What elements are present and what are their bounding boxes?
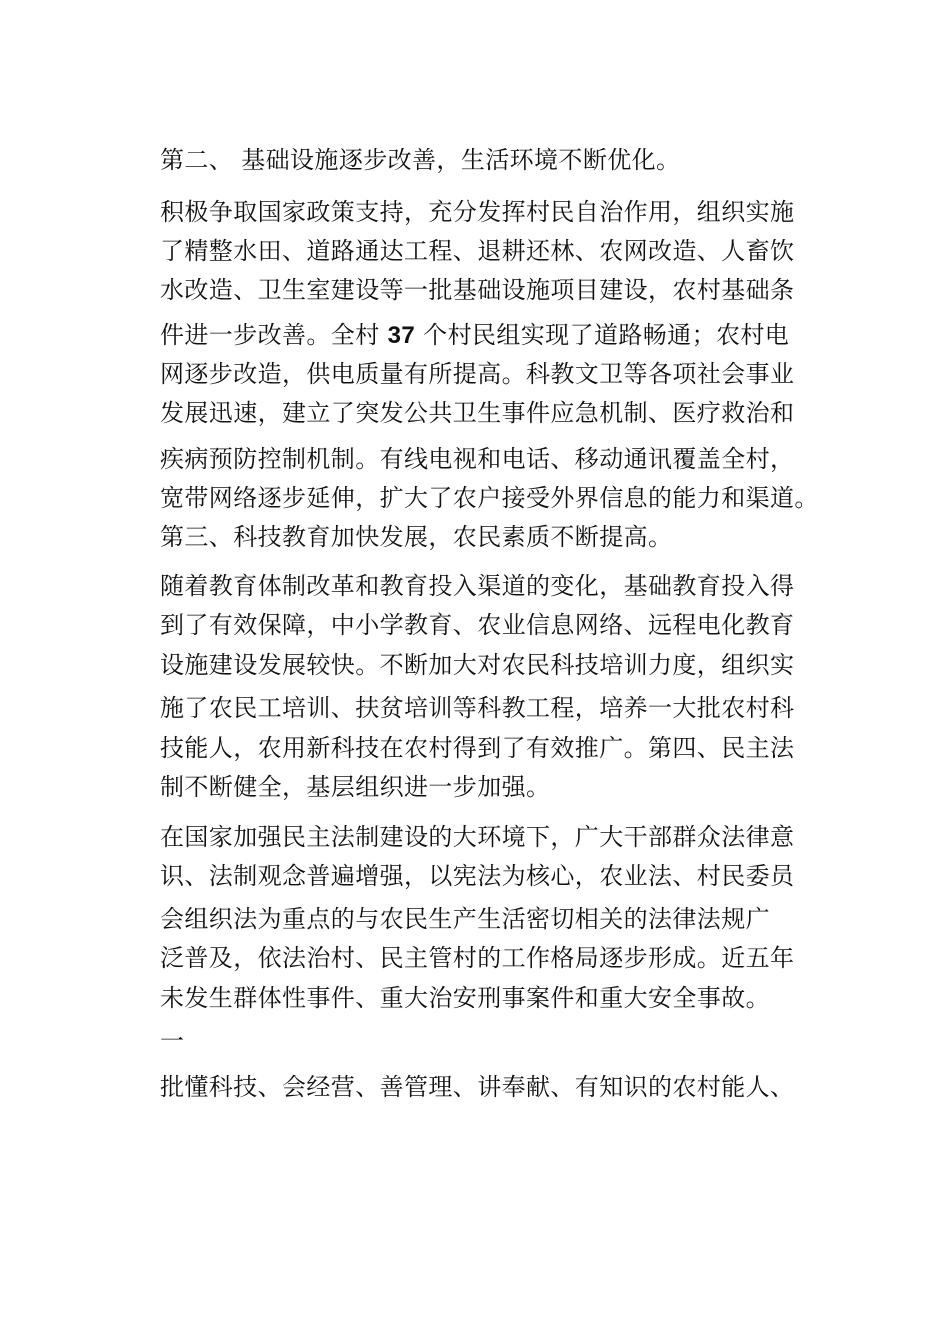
paragraph-line: 会组织法为重点的与农民生产生活密切相关的法律法规广 (160, 905, 770, 933)
paragraph-line: 制不断健全，基层组织进一步加强。 (160, 773, 551, 801)
paragraph-line: 疾病预防控制机制。有线电视和电话、移动通讯覆盖全村， (160, 445, 795, 473)
paragraph-line: 一 (160, 1027, 185, 1055)
paragraph-line: 在国家加强民主法制建设的大环境下，广大干部群众法律意 (160, 823, 795, 851)
paragraph-line: 设施建设发展较快。不断加大对农民科技培训力度，组织实 (160, 651, 795, 679)
heading-section-3: 第三、科技教育加快发展，农民素质不断提高。 (160, 523, 673, 551)
paragraph-line: 批懂科技、会经营、善管理、讲奉献、有知识的农村能人、 (160, 1073, 795, 1101)
number-text: 37 (387, 322, 416, 349)
paragraph-line: 网逐步改造，供电质量有所提高。科教文卫等各项社会事业 (160, 360, 795, 388)
heading-section-2: 第二、 基础设施逐步改善，生活环境不断优化。 (160, 146, 681, 174)
paragraph-line: 到了有效保障，中小学教育、农业信息网络、远程电化教育 (160, 611, 795, 639)
paragraph-line: 宽带网络逐步延伸，扩大了农户接受外界信息的能力和渠道。 (160, 484, 819, 512)
paragraph-line: 水改造、卫生室建设等一批基础设施项目建设，农村基础条 (160, 276, 795, 304)
paragraph-line: 识、法制观念普遍增强，以宪法为核心，农业法、村民委员 (160, 862, 795, 890)
paragraph-line: 施了农民工培训、扶贫培训等科教工程，培养一大批农村科 (160, 694, 795, 722)
paragraph-line: 积极争取国家政策支持，充分发挥村民自治作用，组织实施 (160, 198, 795, 226)
paragraph-line: 技能人，农用新科技在农村得到了有效推广。第四、民主法 (160, 734, 795, 762)
paragraph-line: 发展迅速，建立了突发公共卫生事件应急机制、医疗救治和 (160, 399, 795, 427)
paragraph-line: 未发生群体性事件、重大治安刑事案件和重大安全事故。 (160, 984, 770, 1012)
paragraph-line: 随着教育体制改革和教育投入渠道的变化，基础教育投入得 (160, 572, 795, 600)
paragraph-line: 泛普及，依法治村、民主管村的工作格局逐步形成。近五年 (160, 944, 795, 972)
paragraph-line: 了精整水田、道路通达工程、退耕还林、农网改造、人畜饮 (160, 237, 795, 265)
paragraph-line: 件进一步改善。全村 37 个村民组实现了道路畅通；农村电 (160, 321, 790, 349)
